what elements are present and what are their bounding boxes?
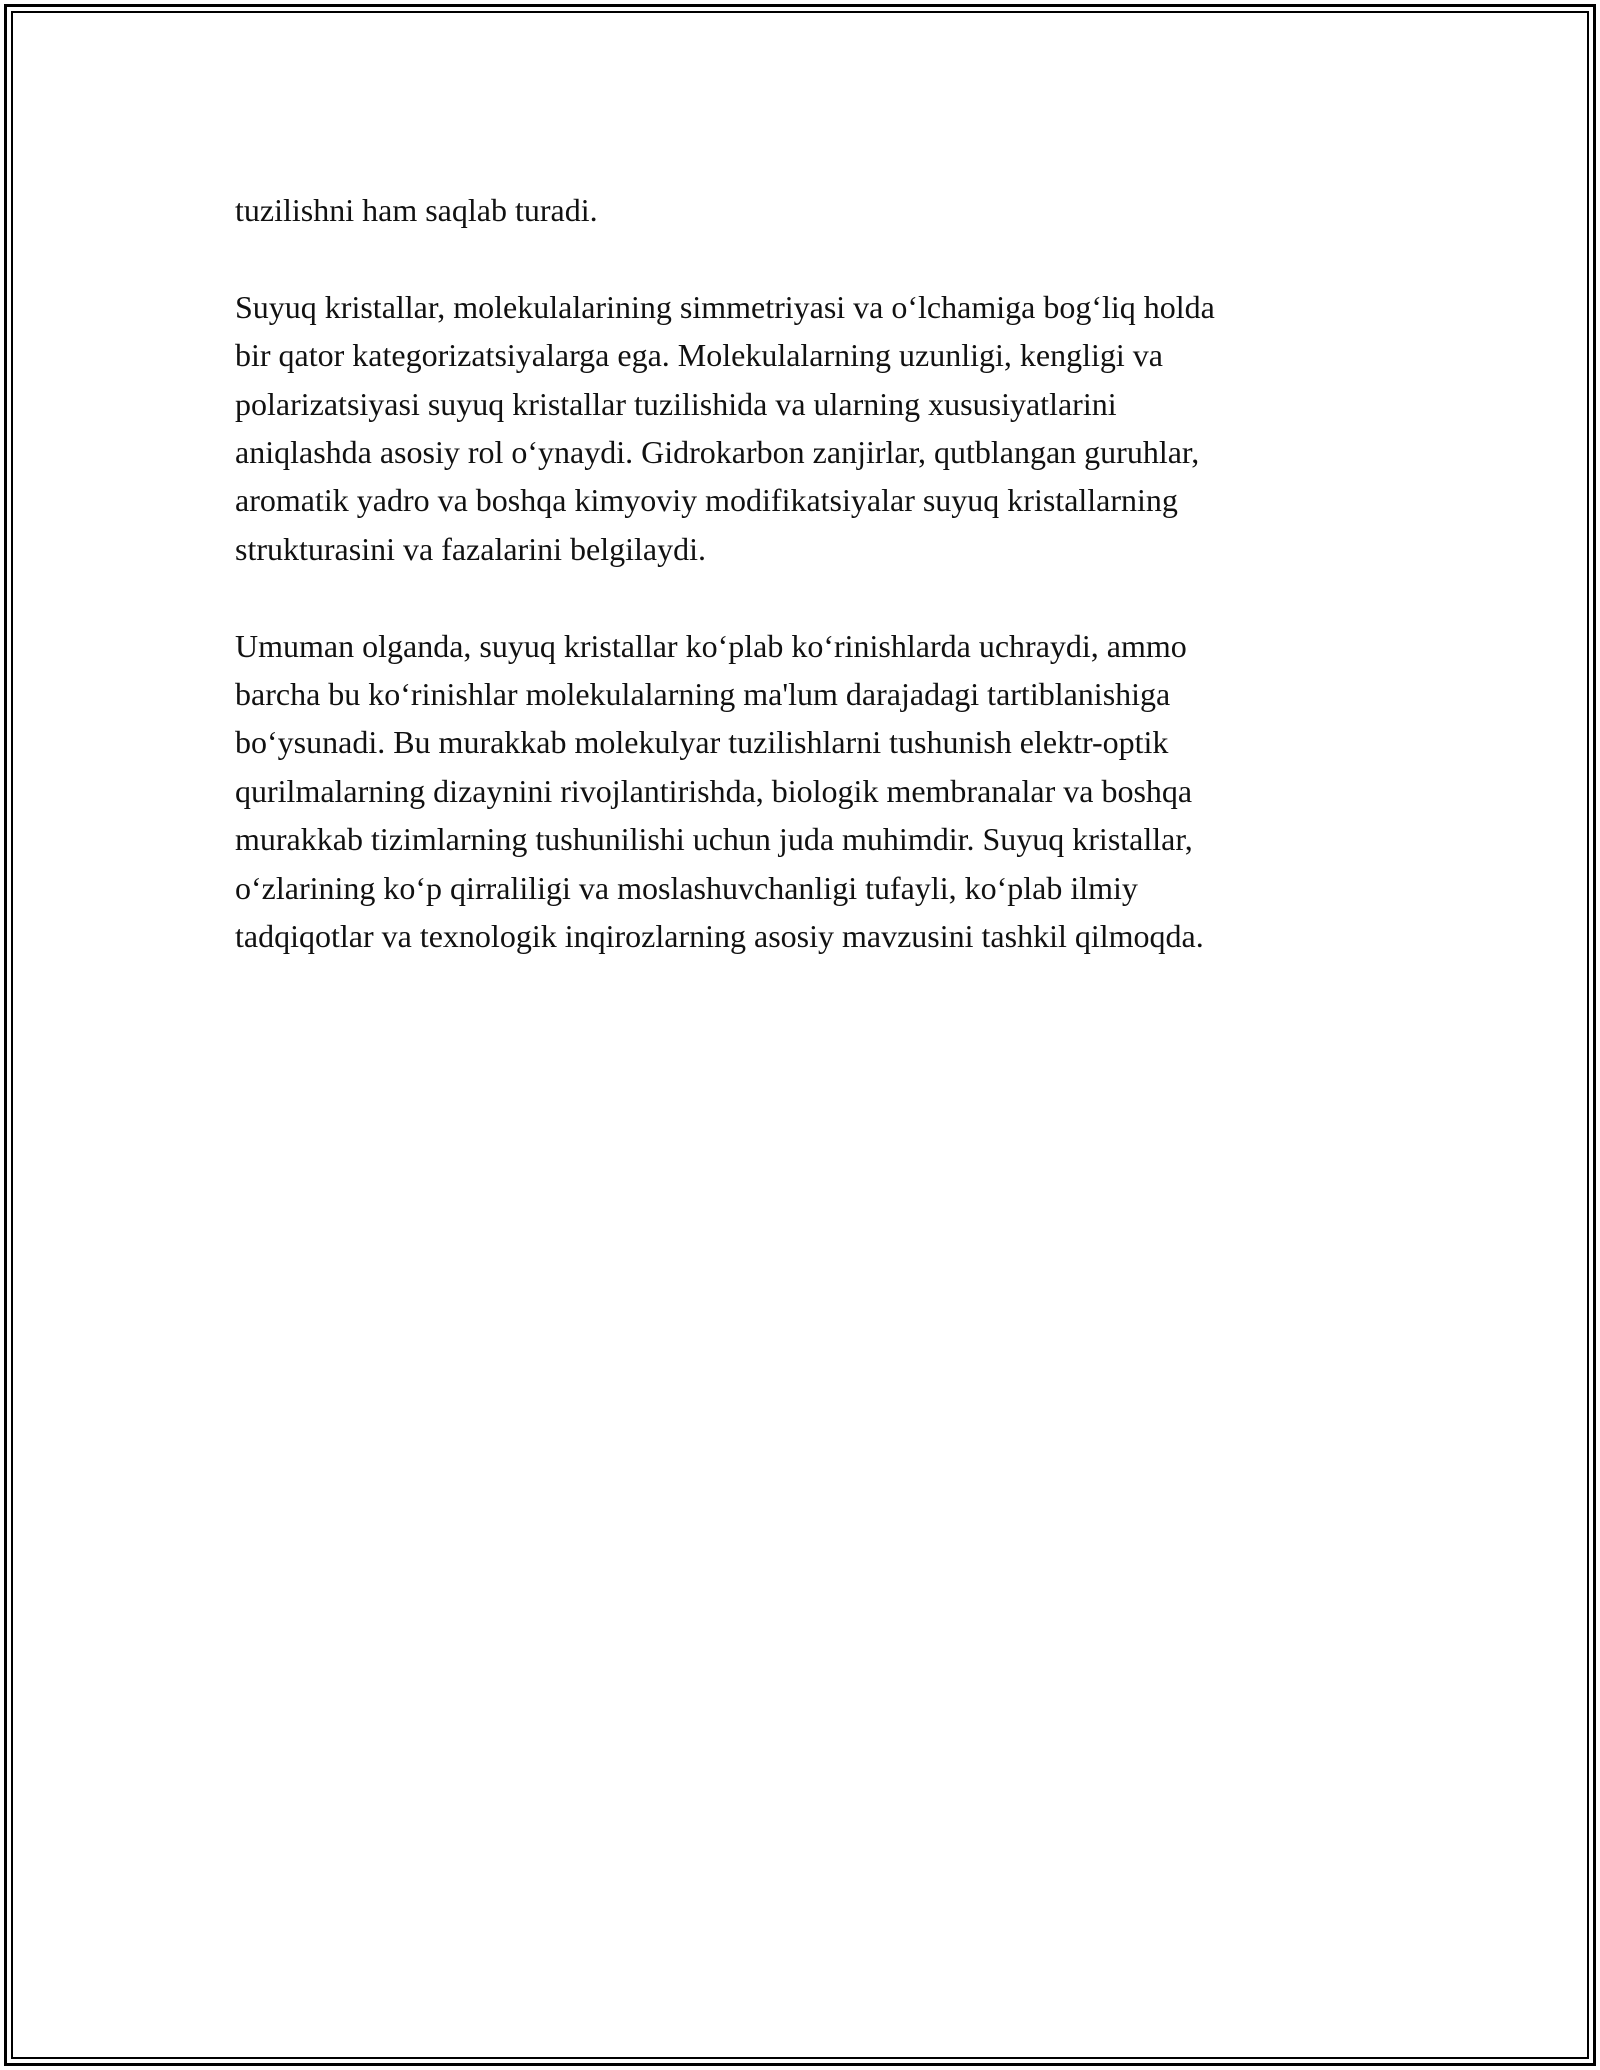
paragraph-3: [235, 622, 1375, 961]
text-line: murakkab tizimlarning tushunilishi uchun juda muhimdir. Suyuq kristallar,: [235, 821, 1193, 858]
text-line: aromatik yadro va boshqa kimyoviy modifikatsiyalar suyuq kristallarning: [235, 482, 1178, 519]
text-line: bo‘ysunadi. Bu murakkab molekulyar tuzilishlarni tushunish elektr-optik: [235, 724, 1169, 761]
text-line: strukturasini va fazalarini belgilaydi.: [235, 530, 706, 567]
text-line: Umuman olganda, suyuq kristallar ko‘plab ko‘rinishlarda uchraydi, ammo: [235, 627, 1187, 664]
text-line: qurilmalarning dizaynini rivojlantirishda, biologik membranalar va boshqa: [235, 772, 1193, 809]
text-line: bir qator kategorizatsiyalarga ega. Molekulalarning uzunligi, kengligi va: [235, 337, 1163, 374]
text-line: tuzilishni ham saqlab turadi.: [235, 192, 598, 228]
text-line: Suyuq kristallar, molekulalarining simmetriyasi va o‘lchamiga bog‘liq holda: [235, 288, 1215, 325]
text-line: aniqlashda asosiy rol o‘ynaydi. Gidrokarbon zanjirlar, qutblangan guruhlar,: [235, 434, 1200, 471]
text-line: o‘zlarining ko‘p qirraliligi va moslashuvchanligi tufayli, ko‘plab ilmiy: [235, 869, 1138, 906]
document-body: [235, 186, 1375, 1009]
text-line: polarizatsiyasi suyuq kristallar tuzilishida va ularning xususiyatlarini: [235, 385, 1117, 422]
text-line: tadqiqotlar va texnologik inqirozlarning asosiy mavzusini tashkil qilmoqda.: [235, 918, 1204, 955]
paragraph-2: [235, 283, 1375, 573]
text-line: barcha bu ko‘rinishlar molekulalarning ma'lum darajadagi tartiblanishiga: [235, 676, 1171, 713]
paragraph-1: [235, 186, 1375, 234]
